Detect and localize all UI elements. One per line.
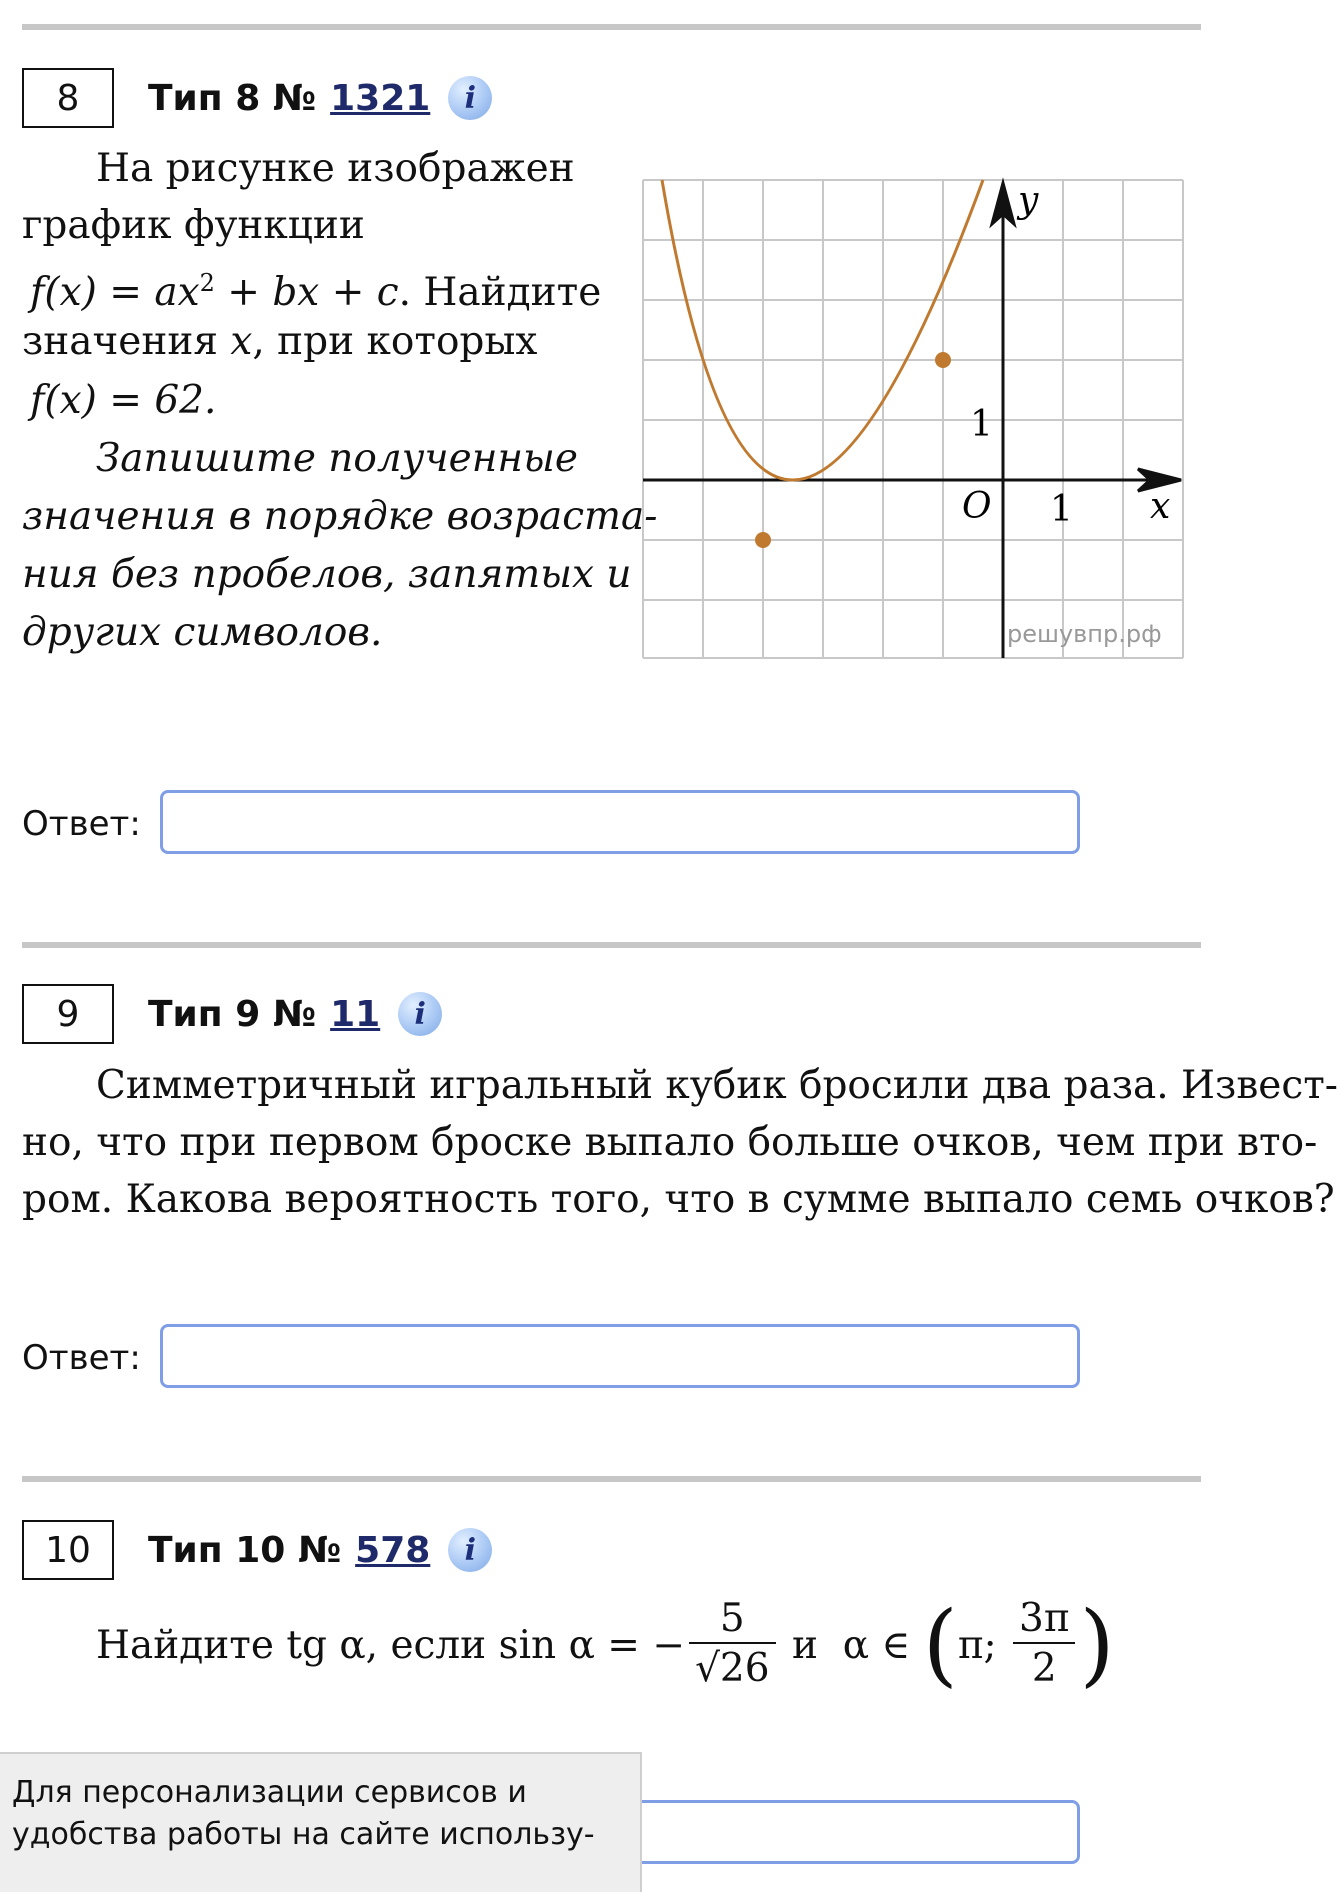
instr-line2: значения в порядке возраста- [22, 494, 658, 539]
grid [643, 180, 1183, 658]
task-id-link[interactable]: 11 [330, 993, 381, 1035]
task-id-link[interactable]: 1321 [330, 77, 431, 119]
text-line1: Симметричный игральный кубик бросили два раза. Извест- [96, 1063, 1338, 1108]
unit-y-label: 1 [970, 404, 993, 445]
task-number-box [22, 68, 114, 128]
right-paren: ) [1079, 1592, 1115, 1697]
cookie-text-line: Для персонализации сервисов и [12, 1775, 527, 1810]
answer-input[interactable] [160, 790, 1080, 854]
task-text-line [22, 1114, 1317, 1171]
instr-line1: Запишите полученные [96, 436, 578, 481]
cookie-notice [0, 1752, 642, 1892]
formula-exponent: 2 [199, 269, 215, 297]
task-text-line [22, 1171, 1335, 1228]
unit-x-label: 1 [1050, 489, 1073, 530]
origin-label: O [962, 486, 992, 527]
instruction-line [22, 546, 632, 603]
formula-line [30, 255, 601, 321]
task-number-box [22, 984, 114, 1044]
frac-denominator: √26 [689, 1642, 775, 1694]
task-type-label: Тип 8 № [148, 77, 317, 119]
task-text-line [96, 1057, 1338, 1114]
instr-line4: других символов. [22, 610, 383, 655]
text-line4-x: x [230, 319, 253, 364]
condition-line [30, 372, 216, 429]
text-line4-a: значения [22, 319, 231, 364]
task-type-label: Тип 10 № [148, 1529, 342, 1571]
info-icon[interactable]: i [448, 76, 492, 120]
text-line3: ром. Какова вероятность того, что в сумме выпало семь очков? [22, 1177, 1335, 1222]
text-line1: На рисунке изображен [96, 146, 575, 191]
task-id-link[interactable]: 578 [355, 1529, 431, 1571]
cookie-text-line: удобства работы на сайте использу- [12, 1817, 595, 1852]
text-line4-b: , при которых [252, 319, 538, 364]
task-header [148, 1520, 492, 1580]
frac-numerator: 5 [719, 1596, 745, 1641]
answer-input[interactable] [160, 1324, 1080, 1388]
task-type-label: Тип 9 № [148, 993, 317, 1035]
fraction-3pi-2 [1013, 1596, 1075, 1694]
task-number: 10 [45, 1529, 91, 1571]
y-axis-label: y [1018, 180, 1039, 221]
info-icon[interactable]: i [448, 1528, 492, 1572]
task-header [148, 68, 492, 128]
text-line3-tail: . Найдите [398, 270, 602, 315]
task-text-line [96, 140, 575, 197]
section-divider [22, 1476, 1201, 1482]
task-formula [96, 1592, 1115, 1697]
formula-pre: Найдите tg α, если sin α = − [96, 1622, 686, 1668]
graph-point [935, 352, 951, 368]
instruction-line [22, 488, 657, 545]
condition-text: f(x) = 62. [30, 378, 217, 423]
watermark: решувпр.рф [1007, 620, 1162, 648]
graph-point [755, 532, 771, 548]
section-divider [22, 942, 1201, 948]
task-number-box [22, 1520, 114, 1580]
formula-rest: + bx + c [214, 270, 399, 315]
left-paren: ( [922, 1592, 958, 1697]
frac-numerator: 3π [1019, 1596, 1070, 1641]
x-axis-label: x [1150, 486, 1171, 527]
task-header [148, 984, 442, 1044]
instruction-line [22, 604, 382, 661]
frac-denominator: 2 [1013, 1642, 1075, 1694]
instruction-line [96, 430, 578, 487]
formula-mid: и α ∈ [779, 1622, 923, 1668]
section-divider [22, 24, 1201, 30]
info-icon[interactable]: i [398, 992, 442, 1036]
task-text-line [22, 197, 365, 254]
parabola-graph [640, 178, 1185, 660]
fraction-5-sqrt26 [689, 1596, 775, 1694]
task-number: 9 [56, 993, 80, 1035]
answer-label: Ответ: [22, 804, 141, 844]
text-line2: но, что при первом броске выпало больше очков, чем при вто- [22, 1120, 1318, 1165]
formula-lhs: f(x) = ax [30, 270, 200, 315]
instr-line3: ния без пробелов, запятых и [22, 552, 632, 597]
text-line2: график функции [22, 203, 365, 248]
interval-start: π; [957, 1622, 1010, 1668]
task-number: 8 [56, 77, 80, 119]
answer-label: Ответ: [22, 1338, 141, 1378]
task-text-line [22, 313, 537, 370]
